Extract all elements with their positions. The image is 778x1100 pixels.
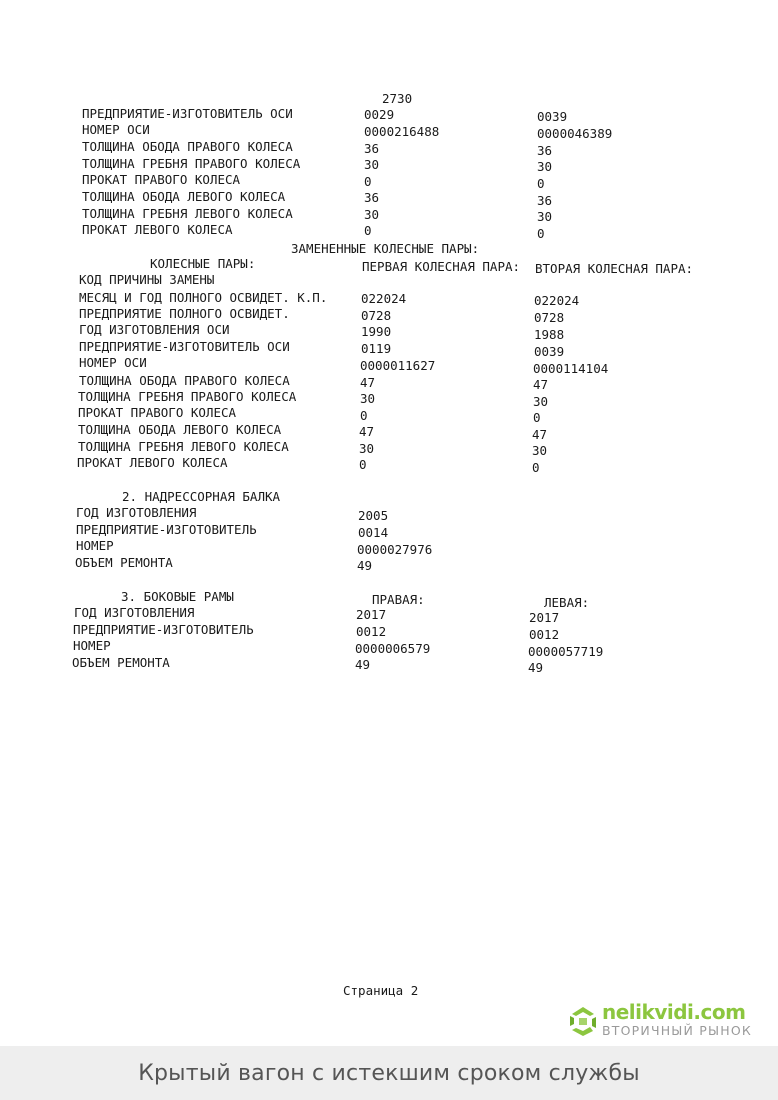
row-label: ПРЕДПРИЯТИЕ-ИЗГОТОВИТЕЛЬ ОСИ — [79, 339, 290, 354]
row-label: НОМЕР — [76, 538, 114, 553]
section-title: ЗАМЕНЕННЫЕ КОЛЕСНЫЕ ПАРЫ: — [291, 241, 480, 256]
value-col1: 49 — [355, 657, 371, 672]
value-col1: 0 — [359, 457, 367, 472]
value-col2: 30 — [537, 209, 553, 224]
row-label: ГОД ИЗГОТОВЛЕНИЯ — [76, 505, 197, 520]
value-col2: 0728 — [534, 310, 565, 325]
row-label: ПРЕДПРИЯТИЕ-ИЗГОТОВИТЕЛЬ — [76, 522, 257, 537]
value-col2: 0000046389 — [537, 126, 613, 141]
row-label: ГОД ИЗГОТОВЛЕНИЯ ОСИ — [79, 322, 230, 337]
column-header-first: ПЕРВАЯ КОЛЕСНАЯ ПАРА: — [362, 259, 521, 274]
value-col2: 1988 — [534, 327, 565, 342]
row-label: ТОЛЩИНА ГРЕБНЯ ПРАВОГО КОЛЕСА — [82, 156, 301, 171]
section-title: 2. НАДРЕССОРНАЯ БАЛКА — [122, 489, 281, 504]
brand-dot: . — [693, 1000, 701, 1024]
caption-band — [0, 1046, 778, 1100]
column-label: КОЛЕСНЫЕ ПАРЫ: — [150, 256, 256, 271]
row-label: НОМЕР ОСИ — [79, 355, 147, 370]
row-label: ПРОКАТ ПРАВОГО КОЛЕСА — [82, 172, 241, 187]
brand-wordmark — [602, 1000, 745, 1024]
row-label: ПРЕДПРИЯТИЕ-ИЗГОТОВИТЕЛЬ ОСИ — [82, 106, 293, 121]
row-label: КОД ПРИЧИНЫ ЗАМЕНЫ — [79, 272, 215, 287]
value-col1: 0 — [364, 223, 372, 238]
value-col1: 30 — [359, 441, 375, 456]
value-col1: 0119 — [361, 341, 392, 356]
value-col2: 36 — [537, 143, 553, 158]
brand-tagline: ВТОРИЧНЫЙ РЫНОК — [602, 1023, 752, 1038]
value-col1: 1990 — [361, 324, 392, 339]
value-col1: 0012 — [356, 624, 387, 639]
column-header-second: ВТОРАЯ КОЛЕСНАЯ ПАРА: — [535, 261, 694, 276]
row-label: ГОД ИЗГОТОВЛЕНИЯ — [74, 605, 195, 620]
value-col1: 022024 — [361, 291, 407, 306]
value-col2: 0 — [537, 176, 545, 191]
row-label: НОМЕР ОСИ — [82, 122, 150, 137]
value-col2: 47 — [533, 377, 549, 392]
value-col2: 30 — [533, 394, 549, 409]
recycle-arrows-icon — [566, 1004, 600, 1038]
row-label: ОБЪЕМ РЕМОНТА — [75, 555, 173, 570]
row-label: ТОЛЩИНА ОБОДА ПРАВОГО КОЛЕСА — [79, 373, 290, 388]
header-number: 2730 — [382, 91, 413, 106]
value-col1: 47 — [359, 424, 375, 439]
value-col1: 36 — [364, 141, 380, 156]
value-col2: 36 — [537, 193, 553, 208]
value-col2: 0039 — [537, 109, 568, 124]
row-label: ТОЛЩИНА ГРЕБНЯ ЛЕВОГО КОЛЕСА — [82, 206, 293, 221]
value-col2: 0 — [532, 460, 540, 475]
row-label: ТОЛЩИНА ГРЕБНЯ ПРАВОГО КОЛЕСА — [78, 389, 297, 404]
value-col2: 0012 — [529, 627, 560, 642]
row-label: ТОЛЩИНА ГРЕБНЯ ЛЕВОГО КОЛЕСА — [78, 439, 289, 454]
value-col1: 0000006579 — [355, 641, 431, 656]
image-caption: Крытый вагон с истекшим сроком службы — [138, 1060, 640, 1086]
row-label: ТОЛЩИНА ОБОДА ЛЕВОГО КОЛЕСА — [78, 422, 282, 437]
row-label: ТОЛЩИНА ОБОДА ЛЕВОГО КОЛЕСА — [82, 189, 286, 204]
brand-name: nelikvidi — [602, 1000, 694, 1024]
value-col2: 0000114104 — [533, 361, 609, 376]
value-col2: 022024 — [534, 293, 580, 308]
row-label: ПРЕДПРИЯТИЕ ПОЛНОГО ОСВИДЕТ. — [79, 306, 290, 321]
value-col1: 0014 — [358, 525, 389, 540]
value-col1: 0000216488 — [364, 124, 440, 139]
value-col2: 0 — [533, 410, 541, 425]
value-col2: 2017 — [529, 610, 560, 625]
row-label: МЕСЯЦ И ГОД ПОЛНОГО ОСВИДЕТ. К.П. — [79, 290, 328, 305]
page-number: Страница 2 — [343, 983, 419, 998]
value-col2: 30 — [537, 159, 553, 174]
row-label: ПРЕДПРИЯТИЕ-ИЗГОТОВИТЕЛЬ — [73, 622, 254, 637]
value-col2: 47 — [532, 427, 548, 442]
value-col1: 30 — [360, 391, 376, 406]
value-col1: 2017 — [356, 607, 387, 622]
value-col1: 47 — [360, 375, 376, 390]
value-col2: 0 — [537, 226, 545, 241]
value-col1: 0 — [364, 174, 372, 189]
row-label: ПРОКАТ ЛЕВОГО КОЛЕСА — [82, 222, 233, 237]
column-header-right: ПРАВАЯ: — [372, 592, 425, 607]
brand-tld: com — [700, 1000, 746, 1024]
row-label: НОМЕР — [73, 638, 111, 653]
value-col2: 0039 — [534, 344, 565, 359]
value-col1: 2005 — [358, 508, 389, 523]
section-title: 3. БОКОВЫЕ РАМЫ — [121, 589, 234, 604]
value-col1: 30 — [364, 207, 380, 222]
value-col1: 0 — [360, 408, 368, 423]
value-col2: 0000057719 — [528, 644, 604, 659]
nelikvidi-watermark-logo — [566, 1002, 766, 1042]
row-label: ПРОКАТ ПРАВОГО КОЛЕСА — [78, 405, 237, 420]
value-col1: 0728 — [361, 308, 392, 323]
row-label: ОБЪЕМ РЕМОНТА — [72, 655, 170, 670]
row-label: ПРОКАТ ЛЕВОГО КОЛЕСА — [77, 455, 228, 470]
value-col2: 30 — [532, 443, 548, 458]
value-col1: 49 — [357, 558, 373, 573]
value-col1: 0000027976 — [357, 542, 433, 557]
value-col1: 0029 — [364, 107, 395, 122]
row-label: ТОЛЩИНА ОБОДА ПРАВОГО КОЛЕСА — [82, 139, 293, 154]
value-col1: 30 — [364, 157, 380, 172]
value-col2: 49 — [528, 660, 544, 675]
column-header-left: ЛЕВАЯ: — [544, 595, 590, 610]
value-col1: 0000011627 — [360, 358, 436, 373]
value-col1: 36 — [364, 190, 380, 205]
